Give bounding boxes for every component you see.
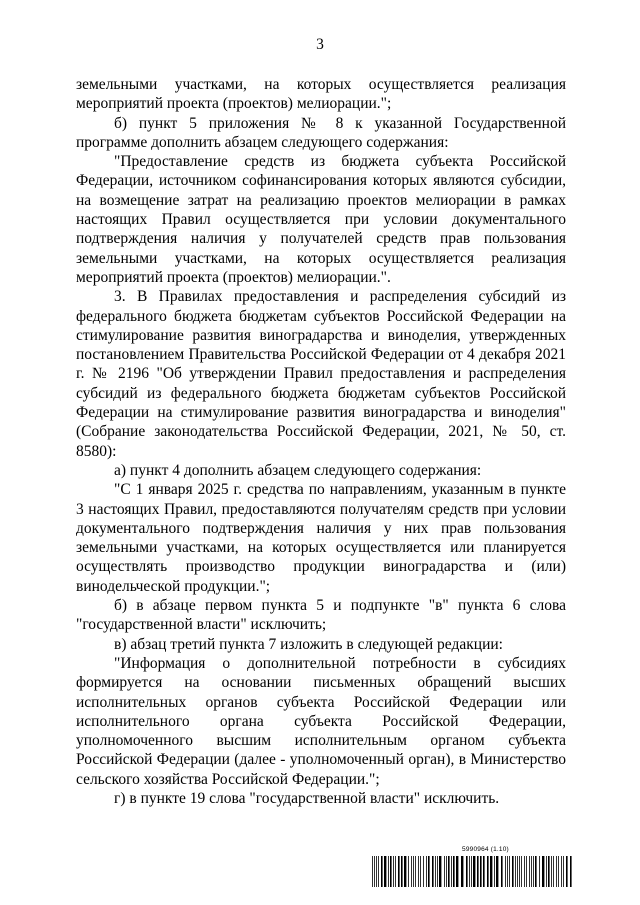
- document-body: [76, 75, 566, 808]
- document-code: 5990964 (1.10): [462, 846, 509, 853]
- paragraph-8: в) абзац третий пункта 7 изложить в следующей редакции:: [114, 635, 503, 653]
- paragraph-6: "С 1 января 2025 г. средства по направлениям, указанным в пункте 3 настоящих Правил, предоставляются получателям средств при условии документального подтверждения наличия у них прав пользования земельными участками, на которых осуществляется или планируется осуществлять производство продукции виноградарства и (или) винодельческой продукции.";: [76, 481, 566, 595]
- paragraph-2: б) пункт 5 приложения № 8 к указанной Государственной программе дополнить абзацем следующего содержания:: [76, 114, 566, 151]
- paragraph-5: а) пункт 4 дополнить абзацем следующего содержания:: [114, 461, 482, 479]
- paragraph-1: земельными участками, на которых осуществляется реализация мероприятий проекта (проектов) мелиорации.";: [76, 76, 566, 113]
- paragraph-3: "Предоставление средств из бюджета субъекта Российской Федерации, источником софинансирования которых являются субсидии, на возмещение затрат на реализацию проектов мелиорации в рамках настоящих Правил осуществляется при условии документального подтверждения наличия у получателей средств прав пользования земельными участками, на которых осуществляется реализация мероприятий проекта (проектов) мелиорации.".: [76, 153, 566, 286]
- paragraph-10: г) в пункте 19 слова "государственной власти" исключить.: [114, 789, 500, 807]
- paragraph-7: б) в абзаце первом пункта 5 и подпункте "в" пункта 6 слова "государственной власти" исключить;: [76, 597, 566, 634]
- barcode-image: [372, 856, 572, 887]
- page-number: 3: [316, 36, 324, 53]
- paragraph-4: 3. В Правилах предоставления и распределения субсидий из федерального бюджета бюджетам субъектов Российской Федерации на стимулирование развития виноградарства и виноделия, утвержденных постановлением Правительства Российской Федерации от 4 декабря 2021 г. № 2196 "Об утверждении Правил предоставления и распределения субсидий из федерального бюджета бюджетам субъектов Российской Федерации на стимулирование развития виноградарства и виноделия" (Собрание законодательства Российской Федерации, 2021, № 50, ст. 8580):: [76, 288, 566, 460]
- paragraph-9: "Информация о дополнительной потребности в субсидиях формируется на основании письменных обращений высших исполнительных органов субъекта Российской Федерации или исполнительного органа субъекта Российской Федерации, уполномоченного высшим исполнительным органом субъекта Российской Федерации (далее - уполномоченный орган), в Министерство сельского хозяйства Российской Федерации.";: [76, 654, 566, 788]
